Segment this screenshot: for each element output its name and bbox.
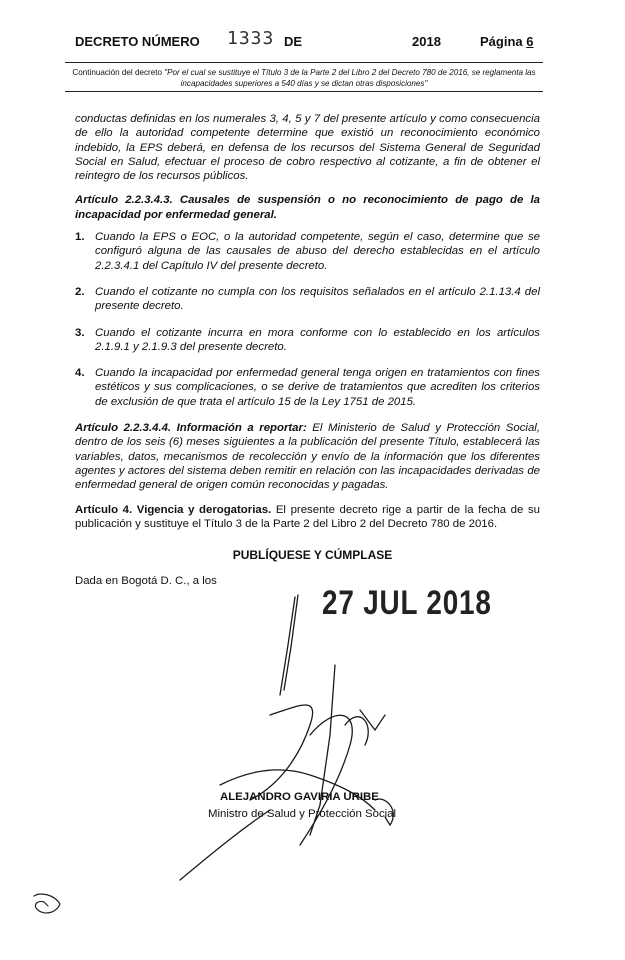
intro-paragraph: conductas definidas en los numerales 3, 4, 5 y 7 del presente artículo y como consecuencia de ello la autoridad competente determine que existió un reconocimiento económico indebido, la EPS deberá, en defensa de los recursos del Sistema General de Seguridad Social en Salud, efectuar el proceso de cobro respectivo al cotizante, a fin de obtener el reintegro de los recursos públicos.: [75, 113, 540, 183]
date-stamp: 27 JUL 2018: [322, 584, 492, 622]
article-4-title: Artículo 4. Vigencia y derogatorias.: [75, 503, 272, 516]
signer-name: ALEJANDRO GAVIRIA URIBE: [220, 791, 379, 803]
decree-number-label: DECRETO NÚMERO: [75, 34, 200, 49]
list-item: [75, 230, 540, 273]
list-item: [75, 285, 540, 314]
banner-quote: "Por el cual se sustituye el Título 3 de la Parte 2 del Libro 2 del Decreto 780 de 2016, se reglamenta las incapacidades superiores a 540 días y se dictan otras disposiciones": [164, 68, 536, 88]
handwritten-signature: [160, 585, 460, 885]
list-item-number: 2.: [75, 285, 85, 298]
causes-list: [75, 230, 540, 409]
document-header: [75, 30, 545, 52]
list-item-text: Cuando el cotizante no cumpla con los requisitos señalados en el artículo 2.1.13.4 del presente decreto.: [95, 285, 540, 313]
decree-year: 2018: [412, 34, 441, 49]
dada-en-text: Dada en Bogotá D. C., a los: [75, 575, 217, 587]
article-2234-3-title: Artículo 2.2.3.4.3. Causales de suspensión o no reconocimiento de pago de la incapacidad por enfermedad general.: [75, 194, 540, 221]
publiquese-heading: PUBLÍQUESE Y CÚMPLASE: [232, 548, 393, 562]
list-item-text: Cuando la incapacidad por enfermedad general tenga origen en tratamientos con fines estéticos y sus complicaciones, o se derive de tratamientos que acrediten los criterios de exclusión de que trata el artículo 15 de la Ley 1751 de 2015.: [95, 367, 540, 408]
article-2234-4-paragraph: [75, 421, 540, 492]
continuation-banner: [65, 62, 543, 92]
article-2234-4-title: Artículo 2.2.3.4.4. Información a reportar:: [75, 422, 307, 435]
signer-title: Ministro de Salud y Protección Social: [208, 808, 397, 820]
list-item-number: 4.: [75, 367, 85, 380]
article-4-paragraph: [75, 503, 540, 532]
article-2234-4-text: El Ministerio de Salud y Protección Social, dentro de los seis (6) meses siguientes a la publicación del presente Título, establecerá las variables, datos, mecanismos de recolección y envío de la información que los diferentes agentes y actores del sistema deben remitir en relación con las incapacidades derivadas de enfermedad general de origen común reconocidas y pagadas.: [75, 422, 540, 492]
list-item-number: 3.: [75, 326, 85, 339]
list-item-text: Cuando la EPS o EOC, o la autoridad competente, según el caso, determine que se configuró alguna de las causales de abuso del derecho establecidas en el artículo 2.2.3.4.1 del Capítulo IV del presente decreto.: [95, 231, 540, 272]
page-label: Página: [480, 34, 523, 49]
decree-number-stamp: 1333: [227, 28, 275, 49]
list-item: [75, 366, 540, 409]
page-indicator: [480, 34, 533, 49]
page-number: 6: [526, 34, 534, 49]
decree-body: [75, 112, 540, 531]
banner-prefix: Continuación del decreto: [72, 68, 165, 77]
list-item-number: 1.: [75, 231, 85, 244]
list-item: [75, 326, 540, 355]
decree-de-label: DE: [284, 34, 303, 49]
initials-mark-icon: [30, 888, 66, 918]
list-item-text: Cuando el cotizante incurra en mora conforme con lo establecido en los artículos 2.1.9.1 y 2.1.9.3 del presente decreto.: [95, 326, 540, 353]
article-4-text: El presente decreto rige a partir de la fecha de su publicación y sustituye el Título 3 de la Parte 2 del Libro 2 del Decreto 780 de 2016.: [75, 503, 540, 530]
